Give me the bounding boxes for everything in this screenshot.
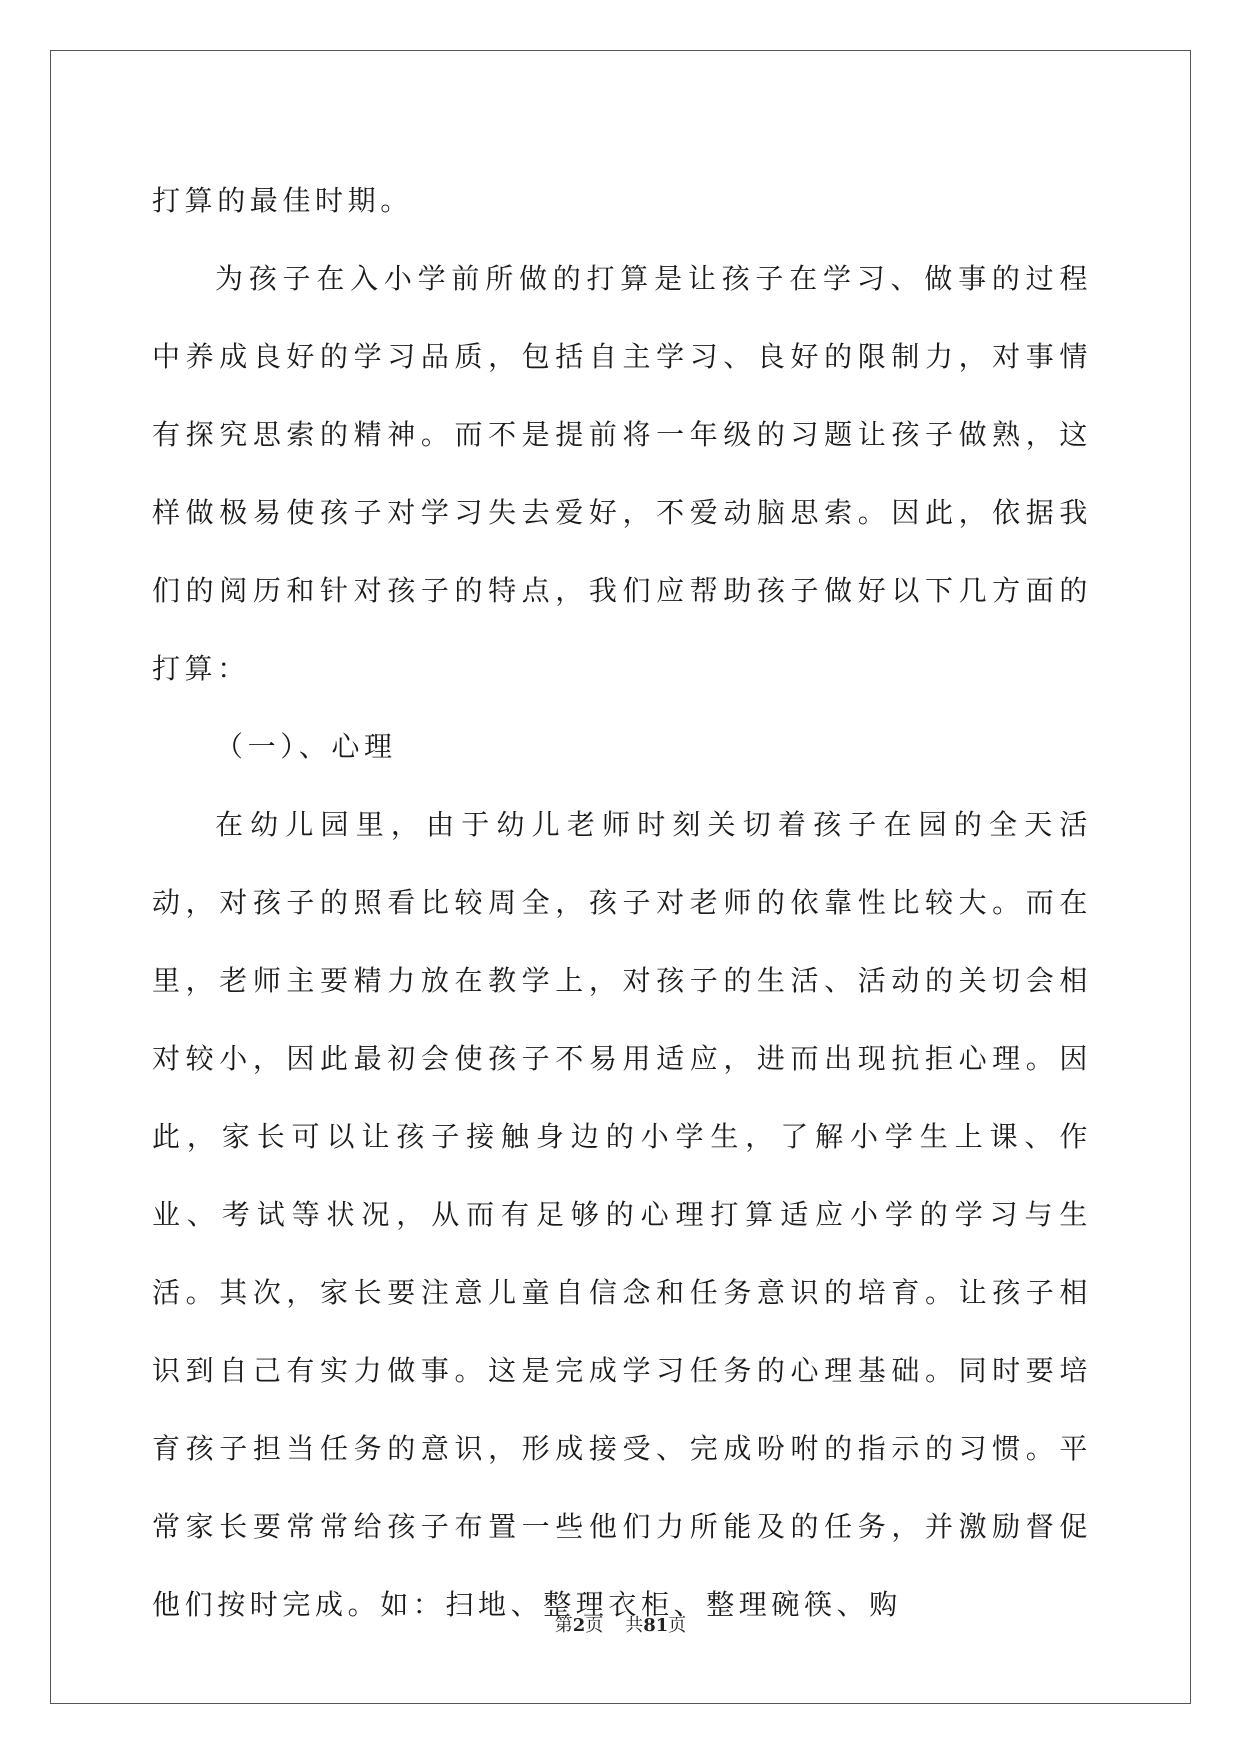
page-prefix: 第 <box>554 1615 573 1636</box>
document-body <box>152 162 1092 1644</box>
total-suffix: 页 <box>668 1615 687 1636</box>
total-page-number: 81 <box>643 1615 669 1636</box>
paragraph-continuation: 打算的最佳时期。 <box>152 184 413 217</box>
page-suffix: 页 <box>585 1615 604 1636</box>
total-prefix: 共 <box>625 1615 644 1636</box>
section-heading-psychology: （一）、心理 <box>215 730 397 763</box>
paragraph-psychology: 在幼儿园里，由于幼儿老师时刻关切着孩子在园的全天活动，对孩子的照看比较周全，孩子对老师的依靠性比较大。而在里，老师主要精力放在教学上，对孩子的生活、活动的关切会相对较小，因此最初会使孩子不易用适应，进而出现抗拒心理。因此，家长可以让孩子接触身边的小学生，了解小学生上课、作业、考试等状况，从而有足够的心理打算适应小学的学习与生活。其次，家长要注意儿童自信念和任务意识的培育。让孩子相识到自己有实力做事。这是完成学习任务的心理基础。同时要培育孩子担当任务的意识，形成接受、完成吩咐的指示的习惯。平常家长要常常给孩子布置一些他们力所能及的任务，并激励督促他们按时完成。如：扫地、整理衣柜、整理碗筷、购 <box>152 808 1092 1621</box>
current-page-number: 2 <box>572 1615 586 1636</box>
page-footer <box>0 1614 1241 1638</box>
paragraph-preparation: 为孩子在入小学前所做的打算是让孩子在学习、做事的过程中养成良好的学习品质，包括自主学习、良好的限制力，对事情有探究思索的精神。而不是提前将一年级的习题让孩子做熟，这样做极易使孩子对学习失去爱好，不爱动脑思索。因此，依据我们的阅历和针对孩子的特点，我们应帮助孩子做好以下几方面的打算： <box>152 262 1092 685</box>
